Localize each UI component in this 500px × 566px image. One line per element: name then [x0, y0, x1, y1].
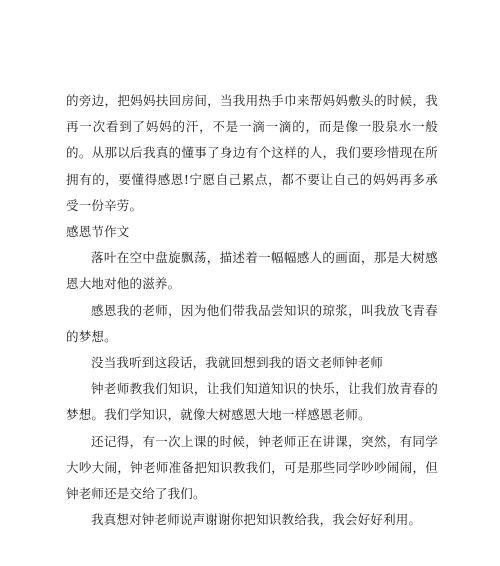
section-heading: 感恩节作文	[66, 224, 130, 240]
paragraph-4: 没当我听到这段话，我就回想到我的语文老师钟老师	[91, 355, 384, 371]
paragraph-2: 落叶在空中盘旋飘荡，描述着一幅幅感人的画面，那是大树感恩大地对他的滋养。	[66, 250, 438, 292]
paragraph-6: 还记得，有一次上课的时候，钟老师正在讲课，突然，有同学大吵大闹，钟老师准备把知识教我们，可是那些同学吵吵闹闹，但钟老师还是交给了我们。	[66, 433, 438, 502]
paragraph-3: 感恩我的老师，因为他们带我品尝知识的琼浆，叫我放飞青春的梦想。	[66, 302, 438, 344]
paragraph-7: 我真想对钟老师说声谢谢你把知识教给我，我会好好利用。	[91, 512, 422, 528]
document-body	[66, 88, 438, 533]
paragraph-5: 钟老师教我们知识，让我们知道知识的快乐，让我们放青春的梦想。我们学知识，就像大树感恩大地一样感恩老师。	[66, 381, 438, 423]
paragraph-1: 的旁边，把妈妈扶回房间，当我用热手巾来帮妈妈敷头的时候，我再一次看到了妈妈的汗，不是一滴一滴的，而是像一股泉水一般的。从那以后我真的懂事了身边有个这样的人，我们要珍惜现在所拥有的，要懂得感恩!宁愿自己累点，都不要让自己的妈妈再多承受一份辛劳。	[66, 93, 438, 213]
